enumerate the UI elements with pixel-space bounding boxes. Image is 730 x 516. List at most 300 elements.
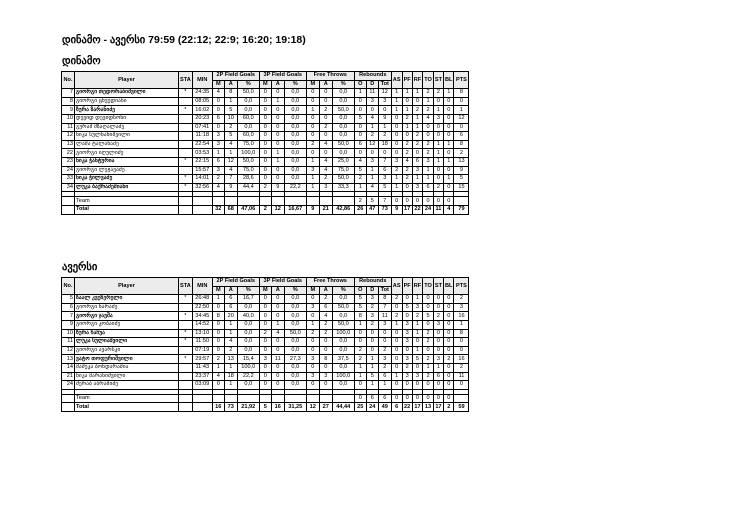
stat-bl: 0 [444, 303, 454, 312]
stat-pf_pct: 0,0 [332, 381, 354, 390]
stat-mf: 0 [306, 312, 319, 321]
stat-as: 0 [391, 303, 402, 312]
stat-d: 1 [366, 175, 378, 184]
player-row [62, 183, 469, 192]
stat-p3: 0,0 [284, 338, 306, 347]
stat-a2: 2 [224, 123, 237, 132]
stat-as: 1 [391, 320, 402, 329]
stat-p3: 0,0 [284, 175, 306, 184]
player-name: ნიკა ჭილვაძე [75, 175, 179, 184]
stat-o: 0 [354, 149, 366, 158]
stat-pf_pct: 100,0 [332, 329, 354, 338]
stat-to: 1 [423, 175, 434, 184]
stat-a2: 20 [224, 312, 237, 321]
stat-bl: 0 [444, 295, 454, 304]
stat-pts: 6 [454, 132, 469, 141]
total-a2: 68 [224, 205, 237, 214]
player-starter [179, 363, 193, 372]
stat-pf_pct: 33,3 [332, 183, 354, 192]
header-m: M [212, 80, 224, 89]
player-starter [179, 149, 193, 158]
empty-cell [306, 394, 319, 403]
stat-pf: 1 [402, 106, 412, 115]
player-number: 5 [62, 295, 75, 304]
stat-pf_pct: 0,0 [332, 346, 354, 355]
stat-st: 0 [433, 97, 443, 106]
stat-d: 0 [366, 338, 378, 347]
stat-d: 2 [366, 320, 378, 329]
stat-pts: 0 [454, 381, 469, 390]
stat-o: 0 [354, 381, 366, 390]
stat-pf: 0 [402, 312, 412, 321]
stat-min: 11:43 [192, 363, 212, 372]
header-pf: PF [402, 72, 412, 89]
player-name: გიორგი კობაიძე [75, 320, 179, 329]
stat-p2: 16,7 [237, 295, 259, 304]
stat-tot: 9 [378, 114, 391, 123]
stat-as: 0 [391, 114, 402, 123]
stat-a2: 18 [224, 372, 237, 381]
stat-st: 3 [433, 114, 443, 123]
player-row [62, 140, 469, 149]
player-number: 13 [62, 140, 75, 149]
total-af: 27 [319, 403, 332, 412]
empty-cell [192, 403, 212, 412]
player-name: გიორგი თედორაბიშვილი [75, 89, 179, 98]
player-number: 9 [62, 106, 75, 115]
stat-mf: 0 [306, 363, 319, 372]
stat-d: 0 [366, 106, 378, 115]
stat-as: 0 [391, 394, 402, 403]
stat-tot: 1 [378, 123, 391, 132]
player-name: გიორგი ლეჟავაძე [75, 166, 179, 175]
total-as: 9 [391, 205, 402, 214]
stat-bl: 0 [444, 97, 454, 106]
stat-to: 2 [423, 329, 434, 338]
header-st: ST [433, 72, 443, 89]
stat-af: 3 [319, 183, 332, 192]
empty-cell [179, 394, 193, 403]
stat-min: 11:50 [192, 338, 212, 347]
stat-m2: 8 [212, 312, 224, 321]
total-p3: 16,67 [284, 205, 306, 214]
empty-cell [192, 205, 212, 214]
stat-pf: 0 [402, 295, 412, 304]
stat-mf: 1 [306, 106, 319, 115]
stat-pf_pct: 0,0 [332, 123, 354, 132]
stat-a2: 10 [224, 114, 237, 123]
empty-cell [62, 205, 75, 214]
stat-pf: 0 [402, 97, 412, 106]
empty-cell [179, 403, 193, 412]
stat-pts: 3 [454, 303, 469, 312]
stat-a2: 1 [224, 97, 237, 106]
total-label: Total [75, 403, 179, 412]
stat-rf: 0 [412, 394, 422, 403]
stat-p3: 0,0 [284, 106, 306, 115]
stat-to: 2 [423, 338, 434, 347]
stat-as: 0 [391, 123, 402, 132]
stat-a2: 6 [224, 303, 237, 312]
stat-pts: 8 [454, 89, 469, 98]
stat-d: 6 [366, 394, 378, 403]
stat-p3: 0,0 [284, 149, 306, 158]
stat-mf: 1 [306, 183, 319, 192]
player-row [62, 175, 469, 184]
total-to: 24 [423, 205, 434, 214]
stat-pf_pct: 0,0 [332, 132, 354, 141]
stat-m3: 0 [259, 140, 271, 149]
stat-tot: 1 [378, 381, 391, 390]
stat-pts: 1 [454, 106, 469, 115]
player-row [62, 355, 469, 364]
total-as: 6 [391, 403, 402, 412]
stat-tot: 11 [378, 312, 391, 321]
stat-rf: 1 [412, 89, 422, 98]
stat-bl: 0 [444, 381, 454, 390]
stat-mf: 3 [306, 166, 319, 175]
stat-bl: 0 [444, 123, 454, 132]
empty-cell [192, 394, 212, 403]
stat-p3: 0,0 [284, 166, 306, 175]
player-starter: * [179, 338, 193, 347]
stat-rf: 6 [412, 157, 422, 166]
player-name: გიორგი ხარაძე [75, 303, 179, 312]
header-ft: Free Throws [306, 278, 354, 287]
total-af: 21 [319, 205, 332, 214]
header-a: A [271, 80, 284, 89]
header-min: MIN [192, 278, 212, 295]
player-name: ნიკა მარანიშვილი [75, 372, 179, 381]
stat-p2: 50,0 [237, 89, 259, 98]
stat-min: 16:02 [192, 106, 212, 115]
stat-to: 0 [423, 394, 434, 403]
stat-pf: 0 [402, 346, 412, 355]
player-starter: * [179, 157, 193, 166]
stat-min: 03:09 [192, 381, 212, 390]
stat-min: 29:57 [192, 355, 212, 364]
stat-m2: 6 [212, 114, 224, 123]
stat-d: 3 [366, 312, 378, 321]
stat-rf: 0 [412, 149, 422, 158]
stat-pts: 13 [454, 157, 469, 166]
stat-m2: 3 [212, 140, 224, 149]
stat-as: 0 [391, 149, 402, 158]
stat-min: 32:56 [192, 183, 212, 192]
stat-af: 0 [319, 363, 332, 372]
stat-mf: 0 [306, 381, 319, 390]
stat-pf_pct: 37,5 [332, 355, 354, 364]
empty-cell [237, 394, 259, 403]
total-to: 13 [423, 403, 434, 412]
stat-bl: 0 [444, 346, 454, 355]
player-name: ზურა ზარანიძე [75, 106, 179, 115]
stat-a2: 1 [224, 381, 237, 390]
stat-pf: 3 [402, 320, 412, 329]
stat-pf_pct: 0,0 [332, 114, 354, 123]
stat-m3: 0 [259, 123, 271, 132]
stat-a3: 0 [271, 303, 284, 312]
stat-m3: 0 [259, 363, 271, 372]
total-d: 47 [366, 205, 378, 214]
stat-m2: 0 [212, 346, 224, 355]
total-rf: 17 [412, 403, 422, 412]
stat-tot: 0 [378, 329, 391, 338]
stat-m2: 0 [212, 320, 224, 329]
stat-p2: 0,0 [237, 346, 259, 355]
stat-to: 0 [423, 346, 434, 355]
player-number: 6 [62, 303, 75, 312]
stat-tot: 7 [378, 303, 391, 312]
stat-min: 13:10 [192, 329, 212, 338]
stat-to: 3 [423, 157, 434, 166]
stat-af: 0 [319, 346, 332, 355]
player-starter [179, 320, 193, 329]
stat-rf: 0 [412, 381, 422, 390]
player-starter [179, 132, 193, 141]
player-name: გიორგი იღულიძე [75, 149, 179, 158]
stat-p3: 27,3 [284, 355, 306, 364]
stat-as: 1 [391, 183, 402, 192]
stat-a2: 4 [224, 338, 237, 347]
header-pts: PTS [454, 278, 469, 295]
stat-to: 2 [423, 149, 434, 158]
stat-bl: 0 [444, 132, 454, 141]
player-row [62, 97, 469, 106]
header-a: A [319, 80, 332, 89]
stat-p3: 0,0 [284, 303, 306, 312]
total-pts: 59 [454, 403, 469, 412]
empty-cell [332, 197, 354, 206]
stat-st: 0 [433, 132, 443, 141]
stat-p2: 0,0 [237, 329, 259, 338]
stat-pts: 0 [454, 123, 469, 132]
player-row [62, 106, 469, 115]
stat-rf: 1 [412, 295, 422, 304]
stat-d: 1 [366, 166, 378, 175]
stat-rf: 3 [412, 303, 422, 312]
stat-rf: 1 [412, 320, 422, 329]
stat-o: 2 [354, 355, 366, 364]
stat-pf_pct: 0,0 [332, 89, 354, 98]
stat-st: 0 [433, 175, 443, 184]
stat-rf: 0 [412, 97, 422, 106]
empty-cell [62, 197, 75, 206]
stat-a2: 13 [224, 355, 237, 364]
stat-as: 0 [391, 338, 402, 347]
player-number: 12 [62, 132, 75, 141]
header-tot: Tot [378, 286, 391, 295]
stat-pf: 2 [402, 166, 412, 175]
stat-mf: 1 [306, 175, 319, 184]
stat-pf: 0 [402, 394, 412, 403]
stat-bl: 0 [444, 372, 454, 381]
stat-pf: 0 [402, 183, 412, 192]
stat-o: 2 [354, 346, 366, 355]
total-tot: 73 [378, 205, 391, 214]
stat-d: 11 [366, 89, 378, 98]
stat-p2: 0,0 [237, 381, 259, 390]
stat-rf: 1 [412, 329, 422, 338]
stat-st: 0 [433, 166, 443, 175]
stat-st: 2 [433, 312, 443, 321]
header-m: M [259, 80, 271, 89]
stat-pf: 3 [402, 338, 412, 347]
stat-st: 6 [433, 372, 443, 381]
stat-p3: 0,0 [284, 346, 306, 355]
stat-pf_pct: 0,0 [332, 149, 354, 158]
stat-d: 1 [366, 381, 378, 390]
stat-rf: 1 [412, 114, 422, 123]
stat-p2: 0,0 [237, 303, 259, 312]
player-row [62, 123, 469, 132]
stat-to: 2 [423, 140, 434, 149]
stat-to: 1 [423, 363, 434, 372]
stat-m2: 1 [212, 295, 224, 304]
player-number: 7 [62, 312, 75, 321]
stat-a3: 0 [271, 381, 284, 390]
header-pct: % [332, 286, 354, 295]
stat-a3: 1 [271, 97, 284, 106]
stat-as: 0 [391, 355, 402, 364]
stat-a3: 11 [271, 355, 284, 364]
total-a3: 16 [271, 403, 284, 412]
stat-min: 14:01 [192, 175, 212, 184]
stat-tot: 2 [378, 346, 391, 355]
stat-mf: 1 [306, 157, 319, 166]
stat-as: 0 [391, 363, 402, 372]
header-o: O [354, 286, 366, 295]
stat-to: 5 [423, 312, 434, 321]
stat-mf: 0 [306, 132, 319, 141]
stat-o: 2 [354, 175, 366, 184]
empty-cell [259, 197, 271, 206]
stat-d: 12 [366, 140, 378, 149]
stat-m2: 1 [212, 149, 224, 158]
stat-o: 6 [354, 140, 366, 149]
stat-pts: 2 [454, 363, 469, 372]
stat-to: 0 [423, 295, 434, 304]
stat-mf: 2 [306, 329, 319, 338]
stat-af: 6 [319, 303, 332, 312]
stat-p2: 60,0 [237, 114, 259, 123]
total-pf: 17 [404, 206, 411, 213]
stat-a2: 1 [224, 149, 237, 158]
stat-st: 1 [433, 149, 443, 158]
stat-a2: 4 [224, 140, 237, 149]
header-rf: RF [412, 72, 422, 89]
player-name: მერაბ აბრამიძე [75, 381, 179, 390]
stat-p3: 0,0 [284, 123, 306, 132]
stat-af: 2 [319, 123, 332, 132]
stat-p2: 0,0 [237, 320, 259, 329]
stat-o: 1 [354, 372, 366, 381]
stat-pts: 2 [454, 295, 469, 304]
total-st: 11 [433, 205, 443, 214]
player-starter: * [179, 329, 193, 338]
stat-af: 8 [319, 355, 332, 364]
player-starter [179, 114, 193, 123]
total-p3: 31,25 [284, 403, 306, 412]
player-name: ნიკა ჭანტურია [75, 157, 179, 166]
player-starter [179, 166, 193, 175]
stat-m3: 2 [259, 183, 271, 192]
stat-tot: 3 [378, 175, 391, 184]
player-number: 10 [62, 114, 75, 123]
stat-as: 0 [391, 132, 402, 141]
stat-mf: 3 [306, 355, 319, 364]
stat-st: 1 [433, 363, 443, 372]
stat-o: 5 [354, 295, 366, 304]
stat-mf: 0 [306, 114, 319, 123]
stat-a3: 0 [271, 123, 284, 132]
header-to: TO [423, 72, 434, 89]
stat-m2: 0 [212, 329, 224, 338]
stat-m3: 0 [259, 303, 271, 312]
stat-m2: 3 [212, 166, 224, 175]
stat-o: 5 [354, 114, 366, 123]
stat-pts: 9 [454, 166, 469, 175]
stat-af: 3 [319, 372, 332, 381]
stat-bl: 0 [444, 329, 454, 338]
stat-bl: 0 [444, 149, 454, 158]
stat-min: 15:57 [192, 166, 212, 175]
player-row [62, 338, 469, 347]
stat-pf_pct: 0,0 [332, 338, 354, 347]
empty-cell [212, 394, 224, 403]
stat-a3: 9 [271, 183, 284, 192]
stat-d: 1 [366, 363, 378, 372]
player-row [62, 303, 469, 312]
player-number: 24 [62, 381, 75, 390]
player-number: 11 [62, 123, 75, 132]
stat-pf_pct: 25,0 [332, 157, 354, 166]
header-min: MIN [192, 72, 212, 89]
stat-bl: 2 [444, 355, 454, 364]
header-no: No. [62, 278, 75, 295]
stat-tot: 3 [378, 320, 391, 329]
header-st: ST [433, 278, 443, 295]
stat-tot: 8 [378, 295, 391, 304]
stat-mf: 0 [306, 97, 319, 106]
stat-as: 3 [391, 157, 402, 166]
stat-p3: 0,0 [284, 140, 306, 149]
stat-m2: 4 [212, 183, 224, 192]
stat-pf: 3 [402, 372, 412, 381]
stat-pf_pct: 50,0 [332, 106, 354, 115]
stat-tot: 12 [378, 89, 391, 98]
header-3p: 3P Field Goals [259, 278, 306, 287]
team-row [62, 197, 469, 206]
stat-min: 07:41 [192, 123, 212, 132]
stat-bl: 0 [444, 197, 454, 206]
stat-pf: 2 [402, 363, 412, 372]
stat-p3: 0,0 [284, 132, 306, 141]
stat-d: 3 [366, 295, 378, 304]
stat-a3: 0 [271, 175, 284, 184]
player-row [62, 312, 469, 321]
stat-p3: 0,0 [284, 363, 306, 372]
total-o: 25 [354, 403, 366, 412]
stat-as: 0 [391, 197, 402, 206]
stat-m2: 0 [212, 97, 224, 106]
stat-a3: 0 [271, 89, 284, 98]
player-number: 23 [62, 157, 75, 166]
stat-tot: 7 [378, 157, 391, 166]
stat-rf: 0 [412, 363, 422, 372]
stat-p2: 100,0 [237, 149, 259, 158]
stat-to: 0 [423, 381, 434, 390]
